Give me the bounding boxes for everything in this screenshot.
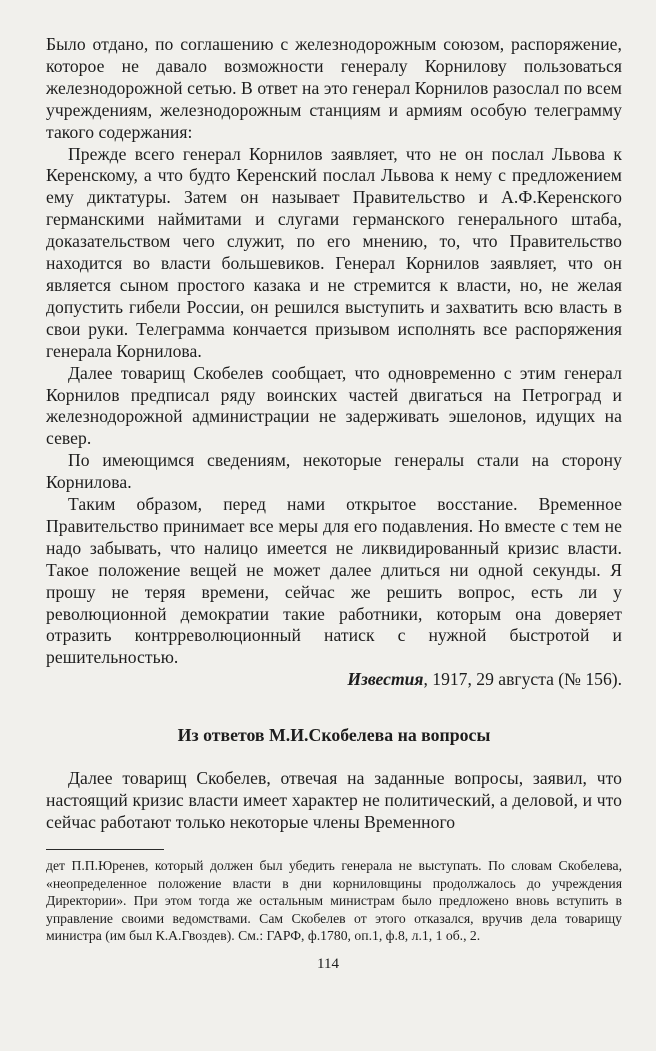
section-paragraph: Далее товарищ Скобелев, отвечая на заданные вопросы, заявил, что настоящий кризис власти имеет характер не политический, а деловой, и что сейчас работают только некоторые члены Временного (46, 768, 622, 832)
section-heading: Из ответов М.И.Скобелева на вопросы (177, 725, 491, 746)
paragraph-5: Таким образом, перед нами открытое восстание. Временное Правительство принимает все меры для его подавления. Но вместе с тем не надо забывать, что налицо имеется не ликвидированный кризис власти. Такое положение вещей не может далее длиться ни одной секунды. Я прошу не теряя времени, сейчас же решить вопрос, есть ли у революционной демократии такие работники, которым она доверяет отразить контрреволюционный натиск с нужной быстротой и решительностью. (46, 494, 622, 668)
paragraph-2: Прежде всего генерал Корнилов заявляет, что не он послал Львова к Керенскому, а что будто Керенский послал Львова к нему с предложением ему диктатуры. Затем он называет Правительство и А.Ф.Керенского германскими наймитами и слугами германского генерального штаба, доказательством чего служит, по его мнению, то, что Правительство находится во власти большевиков. Генерал Корнилов заявляет, что он является сыном простого казака и не стремится к власти, но, не желая допустить гибели России, он решился выступить и захватить всю власть в свои руки. Телеграмма кончается призывом исполнять все распоряжения генерала Корнилова. (46, 143, 622, 361)
paragraph-1: Было отдано, по соглашению с железнодорожным союзом, распоряжение, которое не давало возможности генералу Корнилову пользоваться железнодорожной сетью. В ответ на это генерал Корнилов разослал по всем учреждениям, железнодорожным станциям и армиям особую телеграмму такого содержания: (46, 34, 622, 142)
paragraph-4: По имеющимся сведениям, некоторые генералы стали на сторону Корнилова. (46, 450, 622, 493)
section-text (46, 768, 622, 834)
paragraph-3: Далее товарищ Скобелев сообщает, что одновременно с этим генерал Корнилов предписал ряду воинских частей двигаться на Петроград и железнодорожной администрации не задерживать эшелонов, идущих на север. (46, 362, 622, 449)
source-name: Известия (347, 669, 424, 690)
main-text (46, 34, 622, 669)
footnote-text: дет П.П.Юренев, который должен был убедить генерала не выступать. По словам Скобелева, «неопределенное положение власти в дни корниловщины продолжалось до учреждения Директории». При этом тогда же остальным министрам было предложено вновь вступить в управление своими ведомствами. Сам Скобелев от этого отказался, вручив дела товарищу министра (им был К.А.Гвоздев). См.: ГАРФ, ф.1780, оп.1, ф.8, л.1, 1 об., 2. (46, 857, 622, 944)
footnote-divider (46, 849, 164, 850)
source-details: , 1917, 29 августа (№ 156). (423, 669, 622, 690)
source-citation (46, 669, 622, 691)
footnote (46, 857, 622, 945)
page-number: 114 (317, 956, 339, 972)
